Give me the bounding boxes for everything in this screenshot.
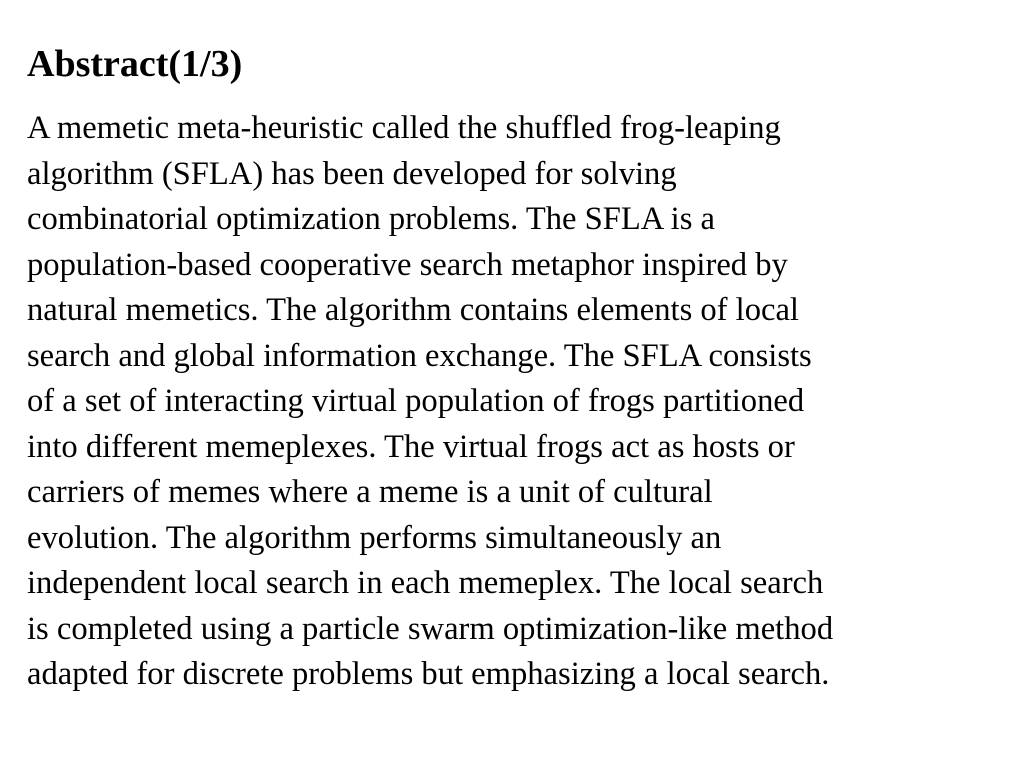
abstract-line: is completed using a particle swarm optimization-like method [27,610,834,647]
abstract-line: population-based cooperative search metaphor inspired by [27,246,788,283]
abstract-line: carriers of memes where a meme is a unit of cultural [27,474,713,510]
abstract-line: adapted for discrete problems but emphasizing a local search. [27,656,830,692]
abstract-line: A memetic meta-heuristic called the shuffled frog-leaping [27,110,781,146]
abstract-line: algorithm (SFLA) has been developed for solving [27,155,677,192]
abstract-line: of a set of interacting virtual population of frogs partitioned [27,383,805,419]
slide-title: Abstract(1/3) [27,43,243,85]
abstract-line: natural memetics. The algorithm contains elements of local [27,292,799,328]
abstract-line: search and global information exchange. The SFLA consists [27,337,812,374]
abstract-paragraph [27,106,1017,698]
abstract-line: evolution. The algorithm performs simultaneously an [27,519,722,556]
abstract-line: independent local search in each memeplex. The local search [27,565,824,601]
abstract-line: into different memeplexes. The virtual frogs act as hosts or [27,428,795,465]
abstract-line: combinatorial optimization problems. The SFLA is a [27,201,715,237]
